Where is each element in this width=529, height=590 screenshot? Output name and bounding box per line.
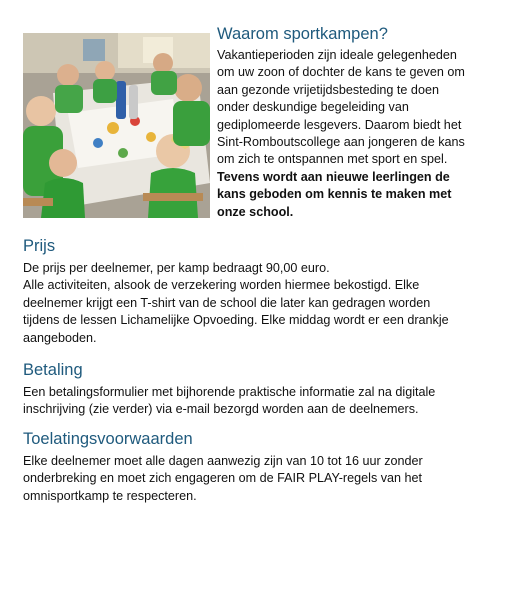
body-line: Vakantieperioden zijn ideale gelegenheden [217, 48, 457, 62]
body-line: Elke deelnemer moet alle dagen aanwezig zijn van 10 tot 16 uur zonder [23, 454, 423, 468]
section-body-betaling [23, 384, 513, 419]
bold-line: Tevens wordt aan nieuwe leerlingen de [217, 169, 450, 184]
body-line: gediplomeerde lesgevers. Daarom biedt het [217, 117, 462, 132]
body-line: inschrijving (zie verder) via e-mail bezorgd worden aan de deelnemers. [23, 402, 419, 417]
body-line: aan gezonde vrijetijdsbesteding te doen [217, 82, 439, 97]
body-line: om uw zoon of dochter de kans te geven om [217, 65, 465, 80]
section-body-prijs [23, 260, 513, 347]
body-line: om zich te ontspannen met sport en spel. [217, 152, 448, 167]
body-line: Een betalingsformulier met bijhorende praktische informatie zal na digitale [23, 385, 436, 399]
section-title-toelatingsvoorwaarden: Toelatingsvoorwaarden [23, 430, 193, 448]
body-line: De prijs per deelnemer, per kamp bedraagt 90,00 euro. [23, 261, 330, 275]
body-line: onderbreking en moet zich engageren om de FAIR PLAY-regels van het [23, 471, 423, 486]
section-title-prijs: Prijs [23, 237, 56, 255]
body-line: omnisportkamp te respecteren. [23, 488, 197, 503]
body-line: Alle activiteiten, alsook de verzekering worden hiermee bekostigd. Elke [23, 278, 420, 293]
section-body-toelatingsvoorwaarden [23, 453, 513, 505]
section-title-betaling: Betaling [23, 361, 83, 379]
children-painting-photo [23, 33, 210, 218]
body-line: onder deskundige begeleiding van [217, 100, 409, 115]
body-line: aangeboden. [23, 330, 97, 345]
bold-line: kans geboden om kennis te maken met [217, 187, 452, 202]
bold-line: onze school. [217, 204, 294, 219]
section-body-waarom [217, 47, 507, 221]
body-line: Sint-Romboutscollege aan jongeren de kans [217, 135, 465, 150]
section-title-waarom: Waarom sportkampen? [217, 25, 388, 43]
body-line: deelnemer krijgt een T-shirt van de school die later kan gedragen worden [23, 295, 431, 310]
body-line: tijdens de lessen Lichamelijke Opvoeding. Elke middag wordt er een drankje [23, 313, 449, 328]
